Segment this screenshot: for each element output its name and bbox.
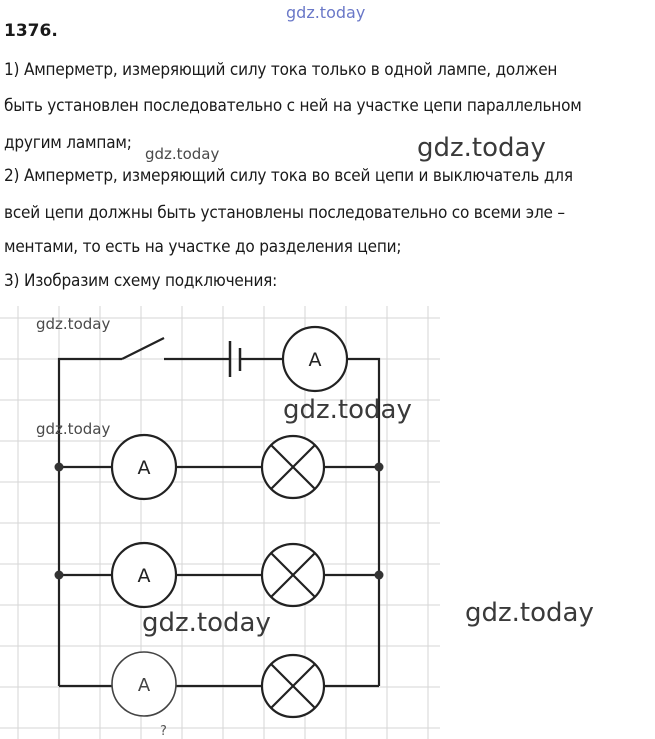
watermark-3: gdz.today [36,315,111,333]
branch-1-ammeter-label: A [137,457,151,479]
circuit-diagram [0,296,655,739]
header-watermark: gdz.today [286,3,366,22]
junctions [55,463,384,580]
problem-line-3: другим лампам; [4,133,132,153]
watermark-4: gdz.today [36,420,111,438]
branch-2-ammeter-label: A [137,565,151,587]
main-ammeter-label: A [308,349,322,371]
main-ammeter [283,327,347,391]
watermark-2: gdz.today [417,133,546,163]
problem-line-2: быть установлен последовательно с ней на участке цепи параллельном [4,96,582,116]
lamp-1 [262,436,324,498]
watermark-1: gdz.today [145,145,220,163]
watermark-5: gdz.today [283,395,412,425]
problem-line-4: 2) Амперметр, измеряющий силу тока во всей цепи и выключатель для [4,166,573,186]
lamp-2 [262,544,324,606]
branch-3-ammeter [112,652,176,716]
problem-number: 1376. [4,21,58,41]
problem-line-6: ментами, то есть на участке до разделения цепи; [4,237,402,257]
problem-line-7: 3) Изобразим схему подключения: [4,271,278,291]
watermark-6: gdz.today [142,608,271,638]
grid [0,306,440,739]
problem-line-5: всей цепи должны быть установлены последовательно со всеми эле – [4,203,565,223]
watermark-7: gdz.today [465,598,594,628]
lamp-3 [262,655,324,717]
problem-line-1: 1) Амперметр, измеряющий силу тока только в одной лампе, должен [4,60,558,80]
branch-1-ammeter [112,435,176,499]
stray-mark: ? [160,724,167,739]
branch-2-ammeter [112,543,176,607]
branch-3-ammeter-label: A [137,675,151,696]
